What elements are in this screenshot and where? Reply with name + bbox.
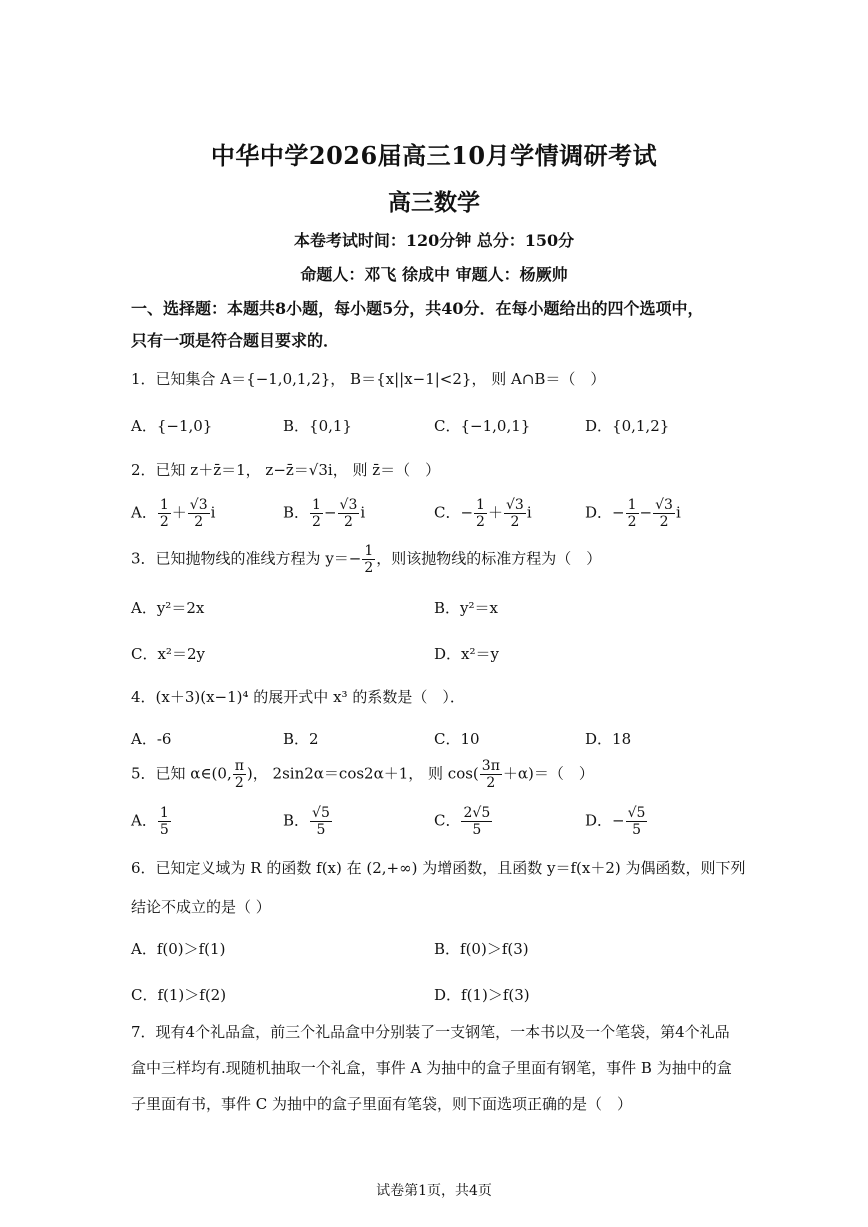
question-3-stem: 3．已知抛物线的准线方程为 y＝− $\frac{1}{2}$ ，则该抛物线的标准方程为（ ）	[131, 543, 602, 576]
question-1-stem: 1．已知集合 A＝{−1,0,1,2}， B＝{x||x−1|<2}， 则 A∩B＝（ ）	[131, 370, 606, 388]
section-heading-line1: 一、选择题：本题共8小题，每小题5分，共40分．在每小题给出的四个选项中，	[131, 299, 704, 318]
q3-option-c: C．x²＝2y	[131, 645, 205, 663]
authors-line: 命题人：邓飞 徐成中 审题人：杨厥帅	[300, 265, 568, 284]
q4-option-a: A．-6	[131, 730, 172, 748]
q2-option-c: C．− $\frac{1}{2}$ ＋ $\frac{√3}{2}$ i	[434, 497, 532, 530]
subject-title: 高三数学	[388, 189, 480, 216]
exam-title: 中华中学2026届高三10月学情调研考试	[210, 141, 658, 170]
q6-option-c: C．f(1)＞f(2)	[131, 986, 227, 1004]
question-6-stem-line1: 6．已知定义域为 R 的函数 f(x) 在 (2,+∞) 为增函数，且函数 y＝f(x＋2) 为偶函数，则下列	[131, 859, 746, 877]
q5-option-c: C． $\frac{2√5}{5}$	[434, 805, 491, 838]
q3-option-b: B．y²＝x	[434, 599, 498, 617]
q5-option-b: B． $\frac{√5}{5}$	[283, 805, 330, 838]
q2-option-d: D．− $\frac{1}{2}$ − $\frac{√3}{2}$ i	[585, 497, 681, 530]
q6-option-a: A．f(0)＞f(1)	[131, 940, 226, 958]
q1-option-b: B．{0,1}	[283, 417, 352, 435]
q3-option-a: A．y²＝2x	[131, 599, 205, 617]
q4-option-c: C．10	[434, 730, 480, 748]
q3-option-d: D．x²＝y	[434, 645, 499, 663]
question-5-stem: 5．已知 α∈(0, $\frac{\pi}{2}$ )， 2sin2α＝cos2α＋1， 则 cos( $\frac{3\pi}{2}$ ＋α)＝（ ）	[131, 758, 594, 791]
q6-option-b: B．f(0)＞f(3)	[434, 940, 529, 958]
q5-option-d: D．− $\frac{√5}{5}$	[585, 805, 646, 838]
q1-option-a: A．{−1,0}	[131, 417, 213, 435]
q6-option-d: D．f(1)＞f(3)	[434, 986, 530, 1004]
q1-option-d: D．{0,1,2}	[585, 417, 670, 435]
page-footer: 试卷第1页，共4页	[376, 1183, 492, 1199]
question-6-stem-line2: 结论不成立的是（ ）	[131, 898, 271, 916]
q1-option-c: C．{−1,0,1}	[434, 417, 531, 435]
q5-option-a: A． $\frac{1}{5}$	[131, 805, 169, 838]
q4-option-b: B．2	[283, 730, 319, 748]
question-2-stem: 2．已知 z＋z̄＝1， z−z̄＝√3i， 则 z̄＝（ ）	[131, 461, 441, 479]
question-4-stem: 4．(x＋3)(x−1)⁴ 的展开式中 x³ 的系数是（ ）．	[131, 688, 465, 706]
q2-option-b: B． $\frac{1}{2}$ − $\frac{√3}{2}$ i	[283, 497, 366, 530]
exam-info: 本卷考试时间：120分钟 总分：150分	[293, 231, 575, 250]
q2-option-a: A． $\frac{1}{2}$ ＋ $\frac{√3}{2}$ i	[131, 497, 216, 530]
question-7-stem: 7．现有4个礼品盒，前三个礼品盒中分别装了一支钢笔，一本书以及一个笔袋，第4个礼品盒中三样均有.现随机抽取一个礼盒，事件 A 为抽中的盒子里面有钢笔，事件 B 为抽中的盒子里面有书，事件 C 为抽中的盒子里面有笔袋，则下面选项正确的是（ ）	[131, 1023, 732, 1113]
q4-option-d: D．18	[585, 730, 632, 748]
section-heading-line2: 只有一项是符合题目要求的．	[131, 331, 340, 350]
